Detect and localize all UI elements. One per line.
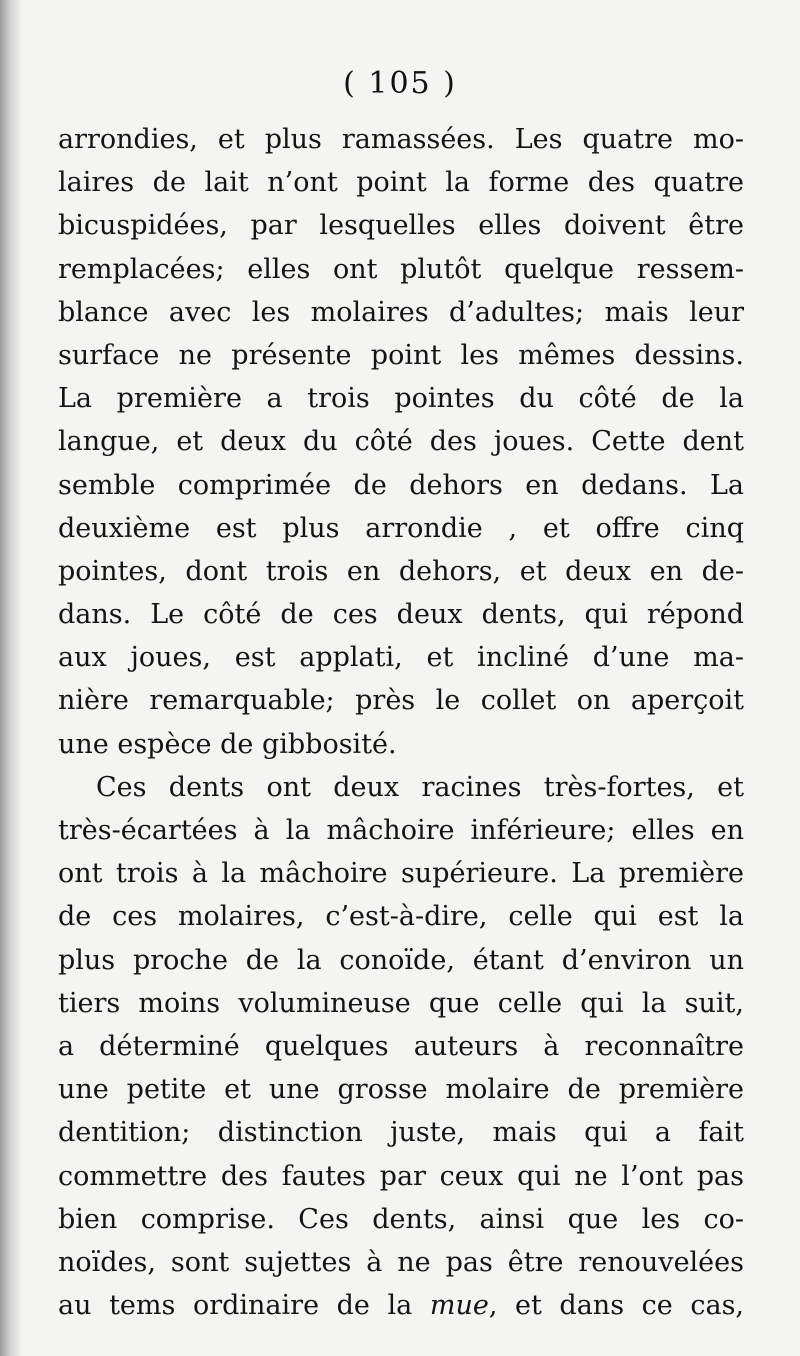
text-line: très-écartées à la mâchoire inférieure; elles en [58,815,744,846]
text-line: a déterminé quelques auteurs à reconnaître [58,1030,744,1062]
text-line: langue, et deux du côté des joues. Cette dent [58,426,744,458]
text-run: , et dans ce cas, [488,1290,744,1322]
text-line: La première a trois pointes du côté de la [58,383,744,415]
paragraph-2 [58,766,744,1327]
text-line: dans. Le côté de ces deux dents, qui répond [58,599,744,631]
text-line: une petite et une grosse molaire de première [58,1074,744,1106]
text-line: nière remarquable; près le collet on aperçoit [58,685,744,717]
italic-word: mue [429,1290,489,1322]
text-line: noïdes, sont sujettes à ne pas être renouvelées [58,1246,744,1278]
text-line: surface ne présente point les mêmes dessins. [58,339,744,371]
text-line: laires de lait n’ont point la forme des quatre [58,167,744,199]
text-line: blance avec les molaires d’adultes; mais leur [58,296,744,328]
text-line: ont trois à la mâchoire supérieure. La première [58,858,744,890]
text-line: arrondies, et plus ramassées. Les quatre mo- [58,124,744,155]
text-line: aux joues, est applati, et incliné d’une ma- [58,642,744,674]
text-line: remplacées; elles ont plutôt quelque ressem- [58,253,744,285]
text-line: tiers moins volumineuse que celle qui la suit, [58,987,744,1019]
text-line-final [58,1284,744,1327]
text-line: plus proche de la conoïde, étant d’environ un [58,944,744,976]
text-line: bicuspidées, par lesquelles elles doivent être [58,210,744,242]
text-line: bien comprise. Ces dents, ainsi que les co- [58,1203,744,1235]
text-line: deuxième est plus arrondie , et offre cinq [58,512,744,544]
page-number: ( 105 ) [343,66,457,101]
text-line: semble comprimée de dehors en dedans. La [58,469,744,501]
body-text [58,118,744,1327]
text-line: dentition; distinction juste, mais qui a fait [58,1117,744,1149]
text-line: pointes, dont trois en dehors, et deux en de- [58,555,744,587]
text-line: de ces molaires, c’est-à-dire, celle qui est la [58,901,744,933]
text-line: une espèce de gibbosité. [58,728,397,760]
paragraph-1 [58,118,744,766]
text-run: au tems ordinaire de la [58,1290,430,1322]
text-line: Ces dents ont deux racines très-fortes, et [96,771,744,803]
binding-shadow [0,0,22,1356]
text-line: commettre des fautes par ceux qui ne l’ont pas [58,1160,744,1192]
